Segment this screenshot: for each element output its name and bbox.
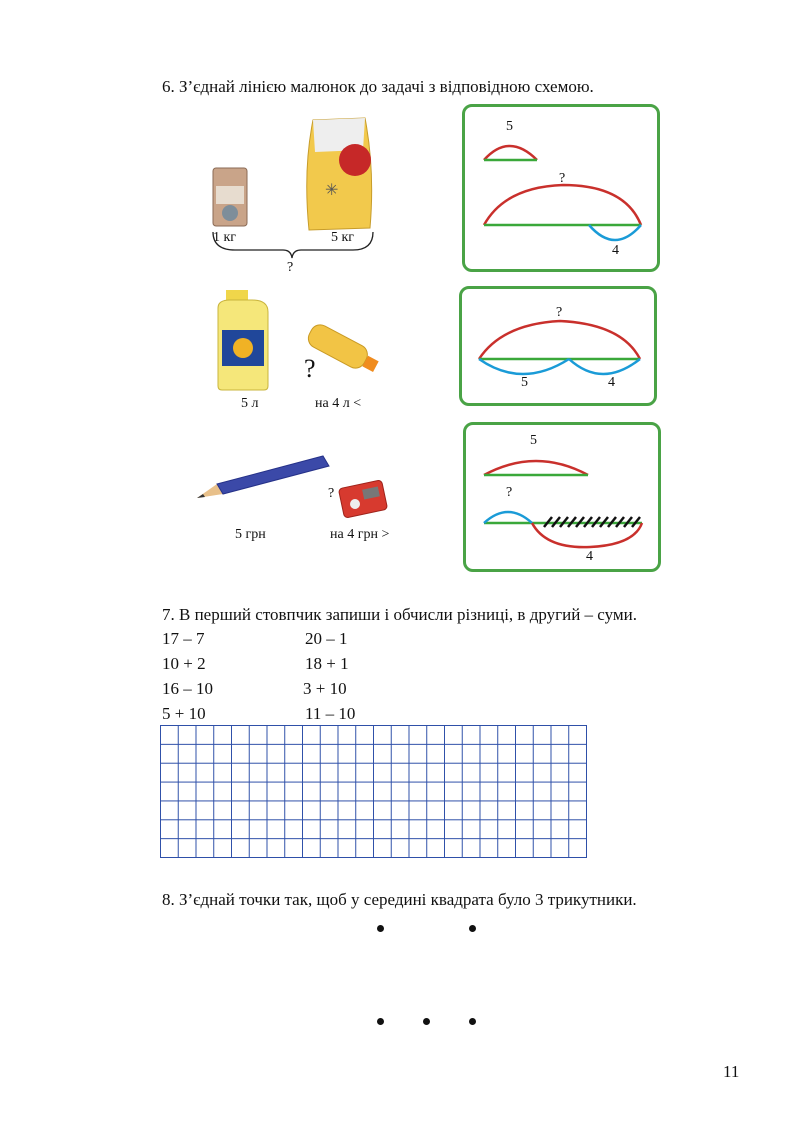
scheme-3-diagram <box>466 425 664 575</box>
task7-col2-item: 18 + 1 <box>305 654 349 673</box>
row1-label-b: 5 кг <box>331 230 355 245</box>
scheme-2[interactable] <box>459 286 657 406</box>
task7-col2-item: 11 – 10 <box>305 704 356 723</box>
task7-col1-item: 5 + 10 <box>162 704 206 723</box>
task7-col1-item: 16 – 10 <box>162 679 213 698</box>
brace-icon <box>205 222 380 262</box>
task7-col2-item: 20 – 1 <box>305 629 348 648</box>
scheme-3-bottom: 4 <box>586 549 593 564</box>
pencil-icon <box>197 456 329 498</box>
scheme-2-right: 4 <box>608 375 615 390</box>
task7-col2-item: 3 + 10 <box>303 679 347 698</box>
scheme-2-left: 5 <box>521 375 528 390</box>
scheme-3[interactable] <box>463 422 661 572</box>
row2-label-b: на 4 л < <box>315 396 362 411</box>
row2-label-a: 5 л <box>241 396 259 411</box>
row3-label-a: 5 грн <box>235 527 266 542</box>
scheme-1-bottom: 4 <box>612 243 619 258</box>
task7-col1-item: 10 + 2 <box>162 654 206 673</box>
scheme-1-mid: ? <box>559 171 566 186</box>
point-dot[interactable] <box>423 1018 430 1025</box>
scheme-3-mid: ? <box>506 485 513 500</box>
point-dot[interactable] <box>377 925 384 932</box>
scheme-1[interactable] <box>462 104 660 272</box>
answer-grid[interactable] <box>160 725 587 858</box>
task6-title: 6. З’єднай лінією малюнок до задачі з відповідною схемою. <box>162 77 594 96</box>
scheme-2-top: ? <box>556 305 563 320</box>
oil-images <box>212 286 392 396</box>
row1-question: ? <box>287 260 294 275</box>
scheme-1-diagram <box>465 107 663 275</box>
point-dot[interactable] <box>377 1018 384 1025</box>
row2-question: ? <box>304 354 316 383</box>
flour-images <box>205 110 385 290</box>
flour-5kg-icon <box>307 118 372 230</box>
scheme-3-top: 5 <box>530 433 537 448</box>
row3-label-b: на 4 грн > <box>330 527 390 542</box>
task7-title: 7. В перший стовпчик запиши і обчисли різниці, в другий – суми. <box>162 605 637 624</box>
svg-text:✳: ✳ <box>325 182 339 199</box>
sharpener-icon <box>338 480 387 518</box>
task8-title: 8. З’єднай точки так, щоб у середині квадрата було 3 трикутники. <box>162 890 637 909</box>
page-number: 11 <box>723 1062 740 1081</box>
scheme-1-top: 5 <box>506 119 513 134</box>
row1-label-a: 1 кг <box>213 230 237 245</box>
point-dot[interactable] <box>469 925 476 932</box>
task7-col1-item: 17 – 7 <box>162 629 205 648</box>
oil-5l-bottle-icon <box>218 290 268 390</box>
school-supplies-images <box>195 452 395 527</box>
row3-question: ? <box>328 486 335 501</box>
point-dot[interactable] <box>469 1018 476 1025</box>
flour-1kg-icon <box>213 168 247 226</box>
oil-small-bottle-icon <box>305 321 382 377</box>
